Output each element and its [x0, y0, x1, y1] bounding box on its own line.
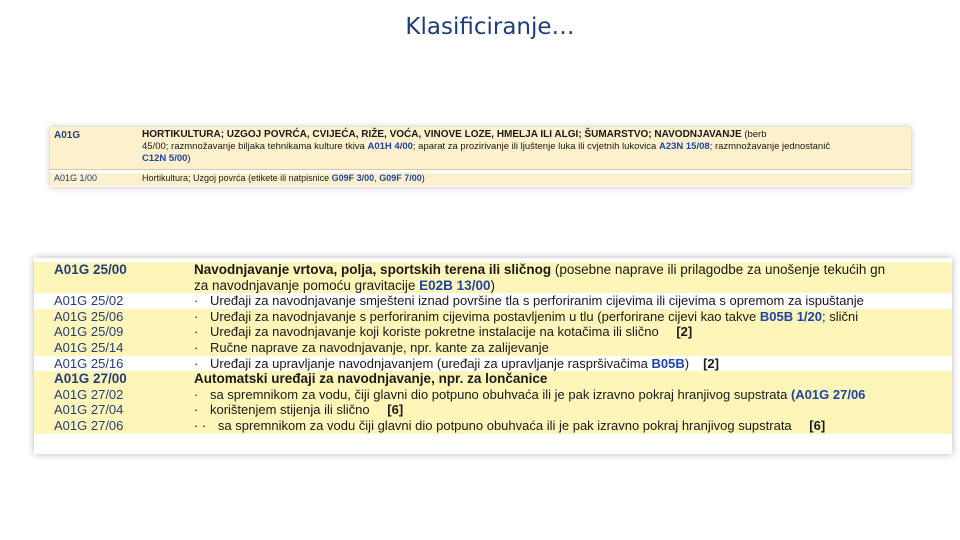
- subgroup-code: A01G 27/02: [54, 386, 124, 402]
- subgroup-code: A01G 25/06: [54, 308, 124, 324]
- subgroup-row: [34, 324, 952, 340]
- class-title: Hortikultura; Uzgoj povrća: [142, 173, 246, 183]
- subgroup-code: A01G 27/04: [54, 402, 124, 418]
- group-note: (posebne naprave ili prilagodbe za unošenje tekućih gn: [554, 262, 886, 277]
- subgroup-bullet: ·: [194, 308, 199, 324]
- subgroup-reference-link[interactable]: (A01G 27/06: [790, 386, 866, 402]
- class-row-a01g: [50, 127, 911, 170]
- group-row-continuation: [34, 278, 952, 294]
- class-note-text: ; aparat za prozirivanje ili ljuštenje luka ili cvjetnih lukovica: [412, 141, 657, 152]
- subgroup-text: sa spremnikom za vodu čiji glavni dio potpuno obuhvaća ili je pak izravno pokraj hranjivog supstrata: [217, 417, 792, 433]
- class-description: [142, 127, 911, 169]
- subgroup-bullet: ·: [194, 386, 199, 402]
- subgroup-row: [34, 293, 952, 309]
- subgroup-revision-ref: [6]: [387, 402, 404, 418]
- subgroup-row: [34, 387, 952, 403]
- subgroup-code: A01G 25/02: [54, 293, 124, 309]
- group-description: [194, 262, 952, 278]
- class-code: A01G 1/00: [54, 173, 98, 183]
- subgroup-bullet: ·: [194, 355, 199, 371]
- class-reference-link[interactable]: C12N 5/00: [142, 153, 188, 164]
- class-title: HORTIKULTURA; UZGOJ POVRĆA, CVIJEĆA, RIŽE, VOĆA, VINOVE LOZE, HMELJA ILI ALGI; ŠUMARSTVO; NAVODNJAVANJE: [142, 129, 742, 140]
- subgroup-text: Uređaji za upravljanje navodnjavanjem (uređaji za upravljanje raspršivačima: [209, 355, 648, 371]
- subgroup-description: [194, 387, 952, 403]
- subgroup-code: A01G 25/16: [54, 355, 124, 371]
- group-note: ): [490, 277, 495, 293]
- subgroup-bullet: ·: [194, 402, 199, 418]
- subgroup-text: Uređaji za navodnjavanje koji koriste pokretne instalacije na kotačima ili slično: [209, 324, 659, 340]
- subgroup-text: sa spremnikom za vodu, čiji glavni dio potpuno obuhvaća ili je pak izravno pokraj hranjivog supstrata: [209, 386, 788, 402]
- subgroup-reference-link[interactable]: B05B: [651, 355, 685, 371]
- classification-excerpt-a01g: [50, 127, 911, 187]
- group-row-a01g-25-00: [34, 262, 952, 278]
- class-reference-link[interactable]: A23N 15/08: [658, 141, 710, 152]
- group-reference-link[interactable]: E02B 13/00: [419, 277, 491, 293]
- group-title: Automatski uređaji za navodnjavanje, npr. za lončanice: [194, 371, 548, 387]
- group-note: za navodnjavanje pomoću gravitacije: [194, 277, 416, 293]
- class-note-text: ): [421, 173, 425, 183]
- subgroup-description: [194, 356, 952, 372]
- subgroup-description: [194, 418, 952, 434]
- subgroup-code: A01G 25/09: [54, 324, 124, 340]
- group-code: A01G 27/00: [54, 371, 127, 387]
- subgroup-revision-ref: [6]: [809, 417, 826, 433]
- subgroup-code: A01G 27/06: [54, 417, 124, 433]
- subgroup-text: korištenjem stijenja ili slično: [209, 402, 370, 418]
- class-reference-link[interactable]: A01H 4/00: [367, 141, 413, 152]
- group-description: [194, 371, 952, 387]
- group-row-a01g-27-00: [34, 371, 952, 387]
- subgroup-reference-link[interactable]: B05B 1/20: [759, 308, 822, 324]
- subgroup-list-27: [34, 387, 952, 434]
- subgroup-text-suffix: ; slični: [822, 308, 859, 324]
- subgroup-list-25: [34, 293, 952, 371]
- subgroup-text: Uređaji za navodnjavanje s perforiranim cijevima postavljenim u tlu (perforirane cijevi kao takve: [209, 308, 757, 324]
- subgroup-row: [34, 309, 952, 325]
- subgroup-bullet: · ·: [194, 417, 207, 433]
- subgroup-row: [34, 340, 952, 356]
- subgroup-row: [34, 356, 952, 372]
- class-reference-link[interactable]: G09F 3/00: [331, 173, 375, 183]
- subgroup-code: A01G 25/14: [54, 339, 124, 355]
- subgroup-description: [194, 340, 952, 356]
- class-note-text: ): [187, 153, 191, 164]
- class-note-text: (etikete ili natpisnice: [248, 173, 330, 183]
- group-title: Navodnjavanje vrtova, polja, sportskih terena ili sličnog: [194, 262, 552, 277]
- subgroup-bullet: ·: [194, 339, 199, 355]
- class-reference-link[interactable]: G09F 7/00: [379, 173, 422, 183]
- subgroup-text: Ručne naprave za navodnjavanje, npr. kante za zalijevanje: [209, 339, 549, 355]
- group-description: [194, 278, 952, 294]
- subgroup-description: [194, 293, 952, 309]
- subgroup-bullet: ·: [194, 293, 199, 309]
- subgroup-revision-ref: [2]: [703, 355, 719, 371]
- group-code: A01G 25/00: [54, 262, 127, 277]
- class-note: (berb: [744, 129, 767, 140]
- class-note-text: 45/00; razmnožavanje biljaka tehnikama kulture tkiva: [142, 141, 365, 152]
- class-description: [142, 173, 911, 186]
- class-note-text: ; razmnožavanje jednostanič: [709, 141, 831, 152]
- subgroup-text: Uređaji za navodnjavanje smješteni iznad površine tla s perforiranim cijevima ili cijevima s opremom za ispuštanje: [209, 293, 864, 309]
- classification-excerpt-irrigation: [34, 258, 952, 454]
- subgroup-revision-ref: [2]: [676, 324, 693, 340]
- subgroup-bullet: ·: [194, 324, 199, 340]
- subgroup-row: [34, 402, 952, 418]
- class-code: A01G: [54, 130, 81, 141]
- group-code-empty: [34, 278, 194, 294]
- page-title: Klasificiranje…: [405, 14, 575, 40]
- subgroup-row: [34, 418, 952, 434]
- subgroup-description: [194, 402, 952, 418]
- class-note-text: ,: [374, 173, 377, 183]
- subgroup-text-suffix: ): [684, 355, 690, 371]
- class-row-a01g-1-00: [50, 173, 911, 186]
- subgroup-description: [194, 324, 952, 340]
- subgroup-description: [194, 309, 952, 325]
